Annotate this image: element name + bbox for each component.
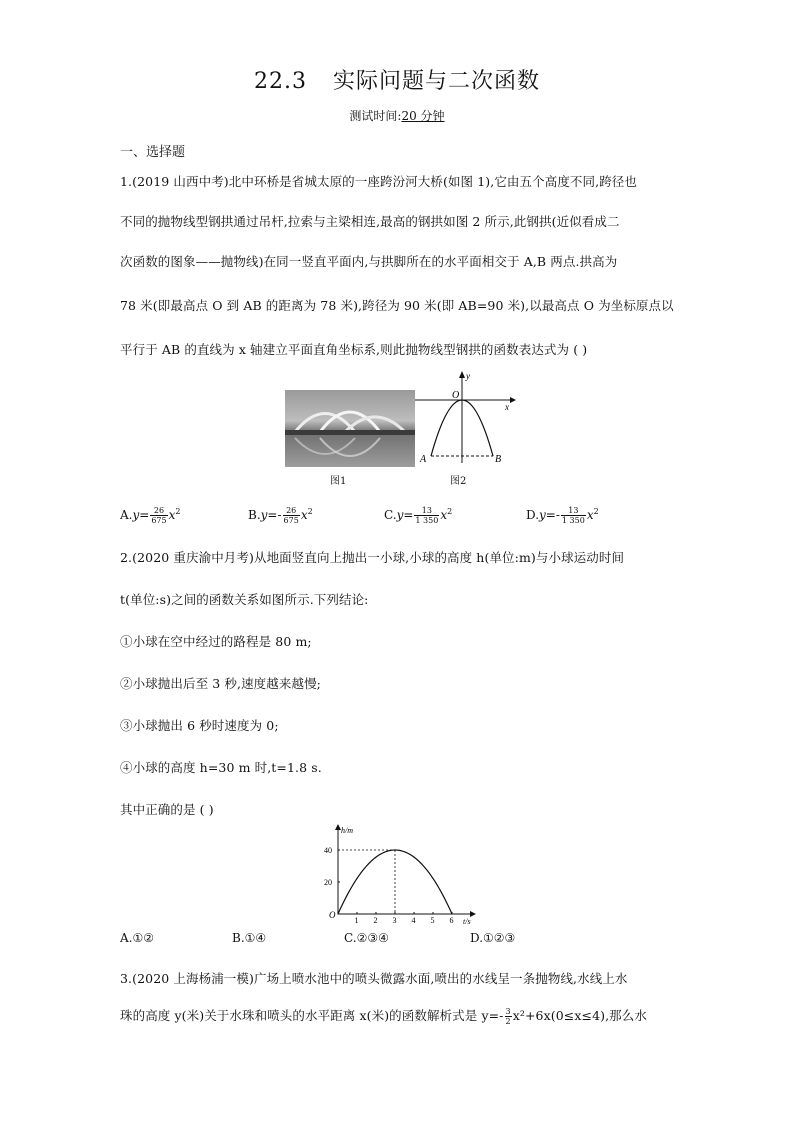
choice-lhs: y= (396, 508, 414, 522)
data-point (432, 878, 433, 879)
q1-line-1: 1.(2019 山西中考)北中环桥是省城太原的一座跨汾河大桥(如图 1),它由五个高度不同,跨径也 (120, 174, 637, 189)
fraction-denominator: 1 350 (415, 516, 439, 525)
choice-letter: A. (120, 508, 133, 522)
data-point (337, 913, 338, 914)
q2-statement-3: ③小球抛出 6 秒时速度为 0; (120, 718, 279, 733)
q2-line-2: t(单位:s)之间的函数关系如图所示.下列结论: (120, 592, 369, 607)
x-tick-label: 4 (411, 916, 416, 925)
choice-exp: 2 (447, 507, 453, 516)
fig2-origin-label: O (452, 390, 460, 401)
choice-letter: B. (248, 508, 261, 522)
x-axis-label: t/s (463, 917, 471, 926)
x-tick-label: 3 (392, 916, 397, 925)
bridge-photo-drawing (285, 390, 415, 467)
q2-prompt: 其中正确的是 ( ) (120, 802, 214, 817)
fraction-denominator: 675 (151, 516, 167, 525)
fig2-y-arrow (459, 371, 465, 378)
choice-fraction (414, 506, 439, 525)
q2-choice-c[interactable]: C.②③④ (344, 931, 389, 945)
q2-statement-4: ④小球的高度 h=30 m 时,t=1.8 s. (120, 760, 322, 775)
section-heading: 一、选择题 (120, 145, 186, 160)
origin-label: O (329, 910, 336, 920)
choice-var: x (440, 508, 448, 522)
data-point (375, 856, 376, 857)
choice-fraction (283, 506, 300, 525)
q1-choice-d[interactable] (526, 506, 599, 525)
q1-choice-c[interactable] (384, 506, 452, 525)
data-point (451, 913, 452, 914)
x-tick-label: 5 (430, 916, 435, 925)
choice-lhs: y= (132, 508, 150, 522)
choice-fraction (561, 506, 586, 525)
choice-var: x (300, 508, 308, 522)
test-time-label: 测试时间: (349, 109, 402, 123)
fig2-point-a: A (420, 454, 427, 465)
fraction-denominator: 2 (505, 1017, 511, 1026)
q1-choice-b[interactable] (248, 506, 313, 525)
q2-statement-2: ②小球抛出后至 3 秒,速度越来越慢; (120, 676, 321, 691)
choice-letter: D. (526, 508, 540, 522)
choice-sign: - (277, 508, 282, 522)
fig2-x-arrow (510, 397, 516, 403)
data-point (356, 878, 357, 879)
fig2-label: 图2 (450, 476, 467, 487)
q3-line-2-post: x²+6x(0≤x≤4),那么水 (512, 1008, 647, 1023)
fraction-numerator: 13 (561, 506, 586, 516)
x-tick-label: 6 (449, 916, 454, 925)
choice-fraction (150, 506, 167, 525)
x-tick-label: 2 (373, 916, 378, 925)
q1-line-5: 平行于 AB 的直线为 x 轴建立平面直角坐标系,则此抛物线型钢拱的函数表达式为 ( ) (120, 342, 588, 357)
x-axis-arrow (470, 911, 476, 917)
q2-choice-a[interactable]: A.①② (120, 931, 154, 945)
data-point (394, 849, 395, 850)
fraction-denominator: 1 350 (561, 516, 585, 525)
fig2-point-b: B (495, 454, 502, 465)
y-tick-label: 40 (324, 846, 332, 855)
y-tick-label: 20 (324, 878, 332, 887)
choice-exp: 2 (175, 507, 181, 516)
q1-choice-a[interactable] (120, 506, 180, 525)
q3-line-2 (120, 1006, 647, 1026)
test-time-value: 20 分钟 (401, 109, 445, 123)
choice-exp: 2 (593, 507, 599, 516)
fraction-numerator: 13 (414, 506, 439, 516)
q3-fraction (505, 1007, 512, 1026)
choice-lhs: y= (260, 508, 278, 522)
q1-line-3: 次函数的图象——抛物线)在同一竖直平面内,与拱脚所在的水平面相交于 A,B 两点.拱高为 (120, 254, 618, 269)
section-number: 22.3 (254, 69, 307, 94)
q3-line-1: 3.(2020 上海杨浦一模)广场上喷水池中的喷头微露水面,喷出的水线呈一条抛物线,水线上水 (120, 971, 628, 986)
x-tick-label: 1 (354, 916, 359, 925)
title-text: 实际问题与二次函数 (332, 69, 540, 94)
fraction-numerator: 26 (150, 506, 167, 516)
y-axis-label: h/m (341, 826, 353, 835)
q2-choice-d[interactable]: D.①②③ (470, 931, 516, 945)
q2-choice-b[interactable]: B.①④ (232, 931, 267, 945)
page-title (0, 64, 794, 95)
q1-line-4: 78 米(即最高点 O 到 AB 的距离为 78 米),跨径为 90 米(即 AB=90 米),以最高点 O 为坐标原点以 (120, 298, 674, 313)
q2-statement-1: ①小球在空中经过的路程是 80 m; (120, 634, 312, 649)
q2-line-1: 2.(2020 重庆渝中月考)从地面竖直向上抛出一小球,小球的高度 h(单位:m)与小球运动时间 (120, 550, 625, 565)
choice-exp: 2 (307, 507, 313, 516)
choice-var: x (168, 508, 176, 522)
choice-sign: - (555, 508, 560, 522)
fig1-label: 图1 (330, 476, 347, 487)
choice-letter: C. (384, 508, 397, 522)
q2-chart (320, 822, 480, 927)
bridge-photo (285, 390, 415, 467)
fig2-parabola (410, 368, 520, 468)
data-point (413, 856, 414, 857)
fig2-y-label: y (466, 371, 470, 381)
fraction-denominator: 675 (283, 516, 299, 525)
test-time (0, 107, 794, 124)
choice-var: x (586, 508, 594, 522)
fraction-numerator: 26 (283, 506, 300, 516)
q3-line-2-pre: 珠的高度 y(米)关于水珠和喷头的水平距离 x(米)的函数解析式是 y=- (120, 1008, 504, 1023)
fig2-x-label: x (505, 402, 509, 412)
choice-lhs: y= (539, 508, 556, 522)
fraction-numerator: 3 (505, 1007, 511, 1016)
q1-line-2: 不同的抛物线型钢拱通过吊杆,拉索与主梁相连,最高的钢拱如图 2 所示,此钢拱(近似看成二 (120, 214, 620, 229)
